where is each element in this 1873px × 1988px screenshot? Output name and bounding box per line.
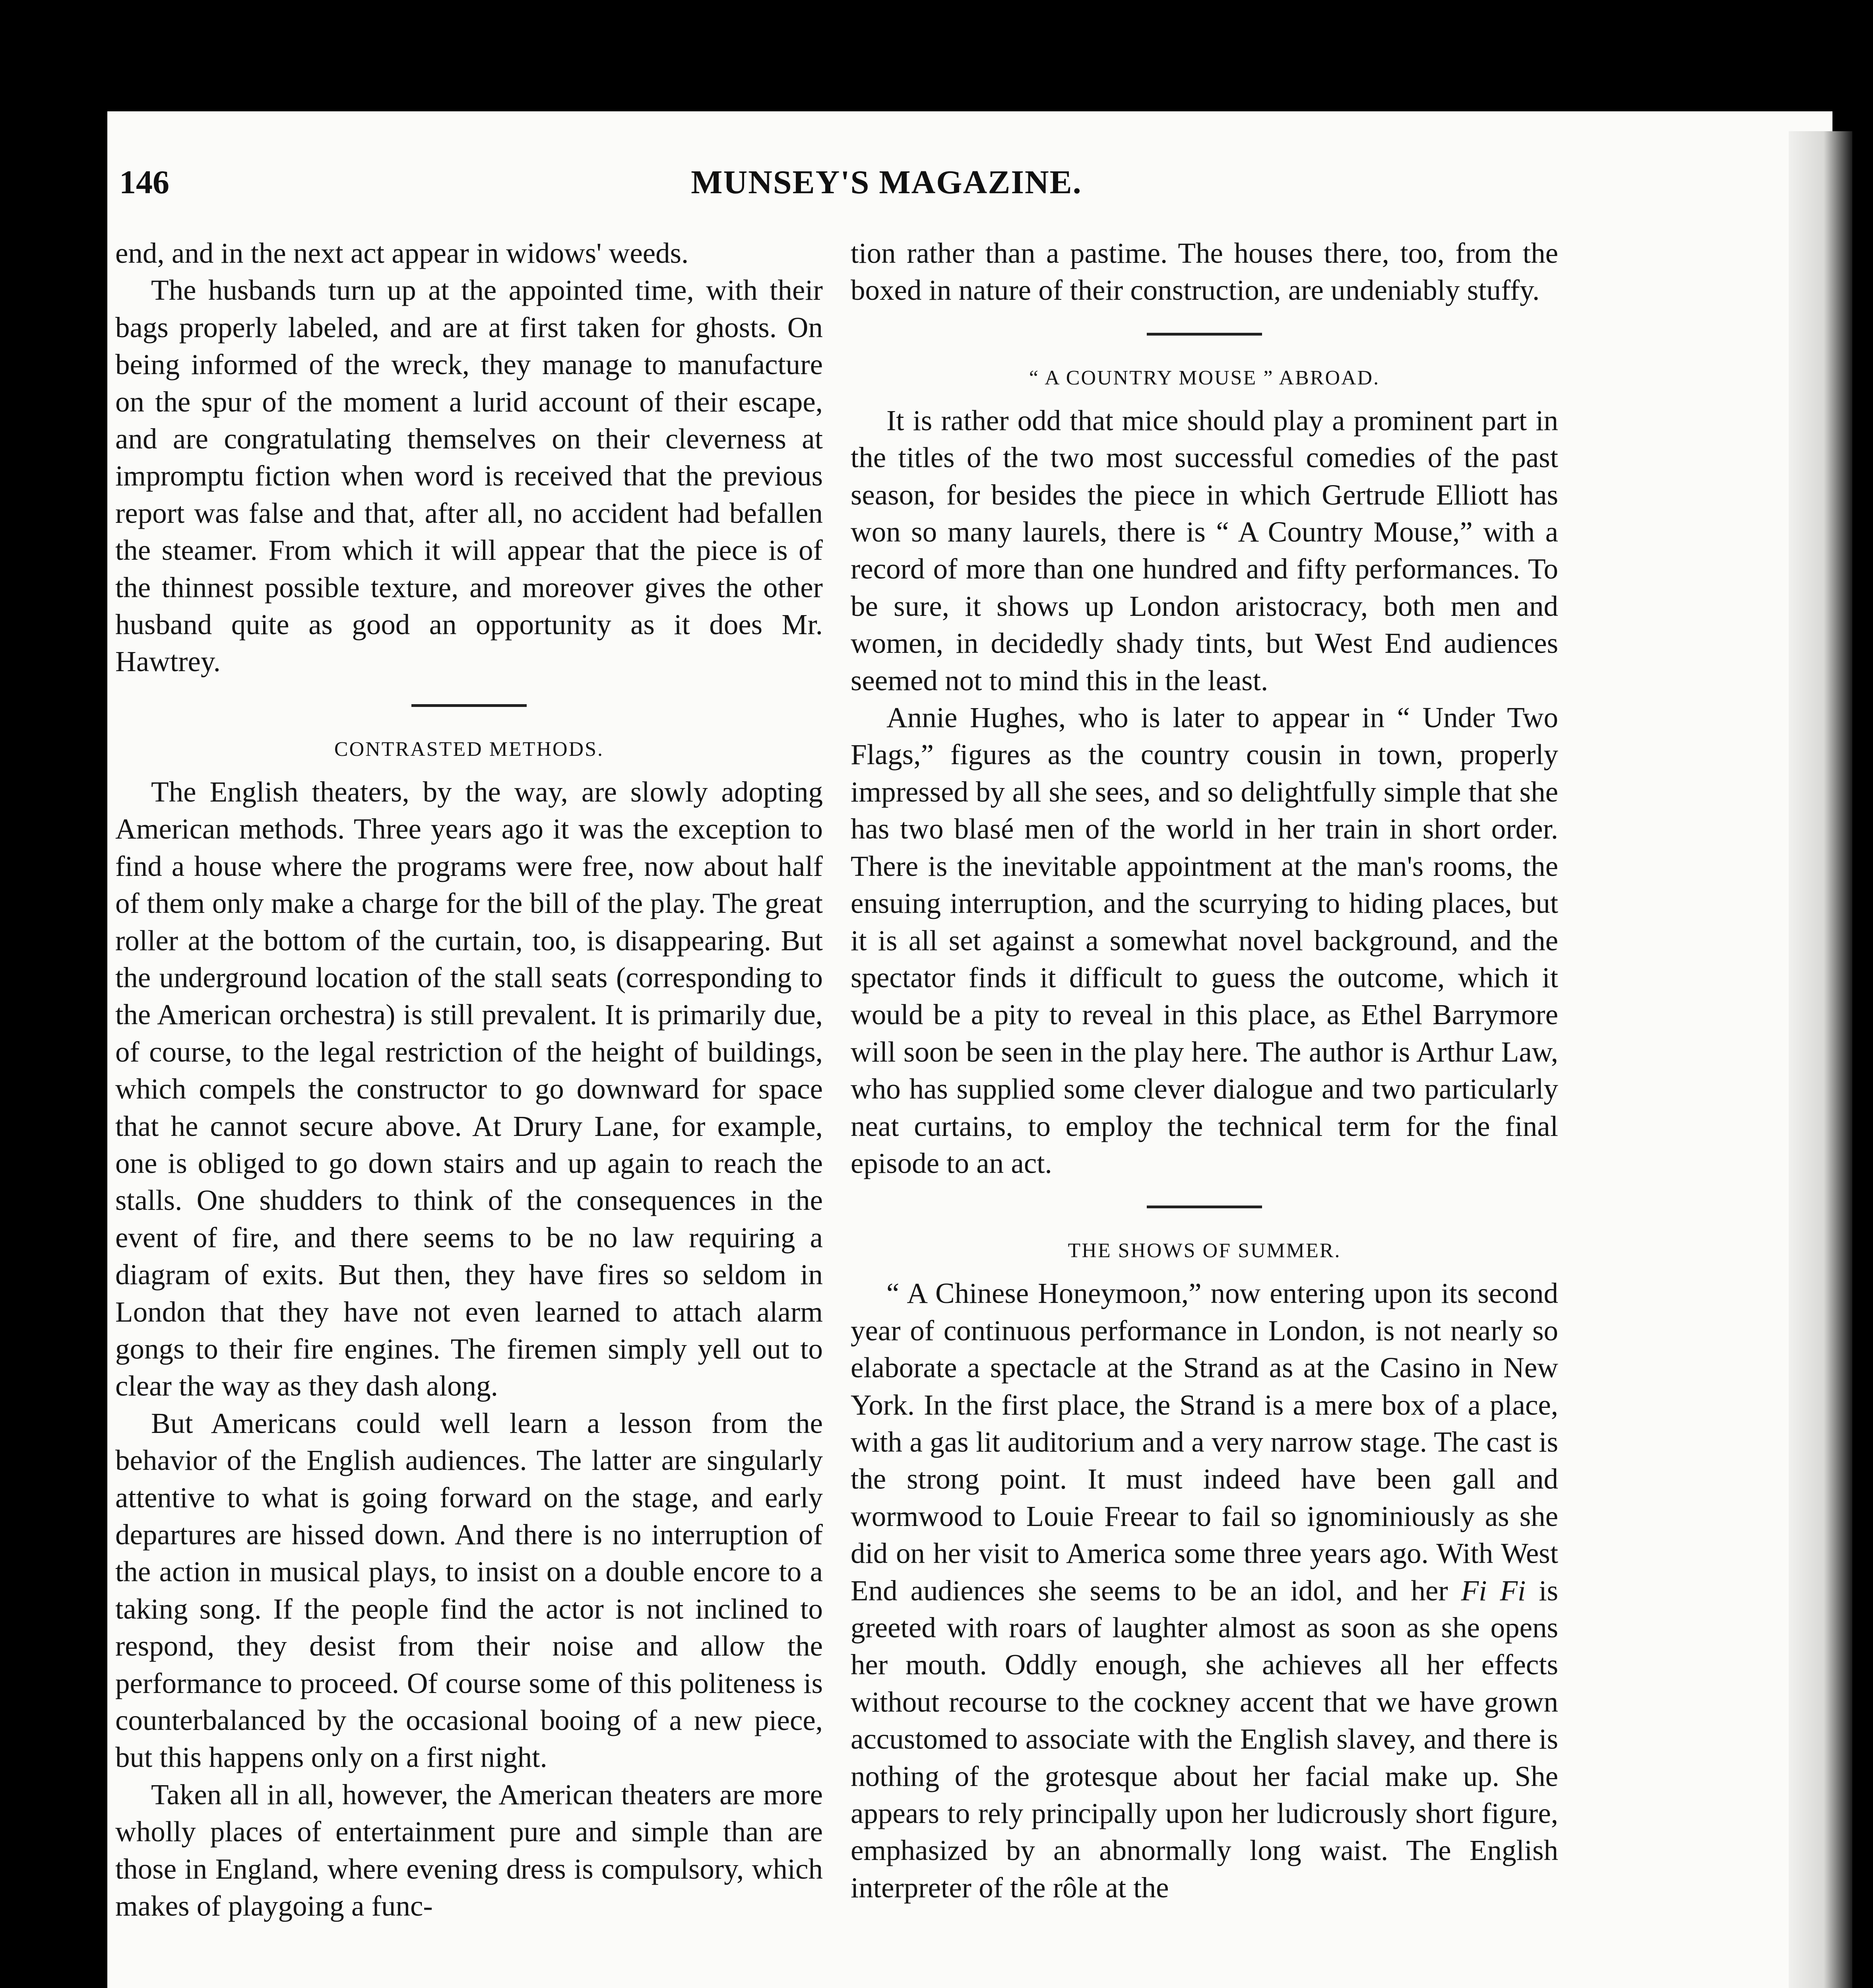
right-column [851,235,1558,1906]
paragraph: Taken all in all, however, the American theaters are more wholly places of entertainment pure and simple than are those in England, where evening dress is compulsory, which makes of playgoing a func- [115,1778,823,1922]
paragraph: The husbands turn up at the appointed time, with their bags properly labeled, and are at first taken for ghosts. On being informed of the wreck, they manage to manufacture on the spur of the moment a lurid account of their escape, and are congratulating themselves on their cleverness at impromptu fiction when word is received that the previous report was false and that, after all, no accident had befallen the steamer. From which it will appear that the piece is of the thinnest possible texture, and moreover gives the other husband quite as good an opportunity as it does Mr. Hawtrey. [115,274,823,678]
section-heading: CONTRASTED METHODS. [334,738,604,761]
section-divider [1147,333,1262,336]
paragraph: It is rather odd that mice should play a prominent part in the titles of the two most successful comedies of the past season, for besides the piece in which Gertrude Elliott has won so many laurels, there is “ A Country Mouse,” with a record of more than one hundred and fifty performances. To be sure, it shows up London aristocracy, both men and women, in decidedly shady tints, but West End audiences seemed not to mind this in the least. [851,404,1558,697]
italic-title: Fi Fi [1461,1574,1526,1607]
section-heading: “ A COUNTRY MOUSE ” ABROAD. [1029,366,1380,389]
page-binding-edge [1789,131,1852,1988]
paragraph: The English theaters, by the way, are slowly adopting American methods. Three years ago it was the exception to find a house where the programs were free, now about half of them only make a charge for the bill of the play. The great roller at the bottom of the curtain, too, is disappearing. But the underground location of the stall seats (corresponding to the American orchestra) is still prevalent. It is primarily due, of course, to the legal restriction of the height of buildings, which compels the constructor to go downward for space that he cannot secure above. At Drury Lane, for example, one is obliged to go down stairs and up again to reach the stalls. One shudders to think of the consequences in the event of fire, and there seems to be no law requiring a diagram of exits. But then, they have fires so seldom in London that they have not even learned to attach alarm gongs to their fire engines. The firemen simply yell out to clear the way as they dash along. [115,775,823,1402]
paragraph-text: is greeted with roars of laughter almost as soon as she opens her mouth. Oddly enough, she achieves all her effects without recourse to the cockney accent that we have grown accustomed to associate with the English slavey, and there is nothing of the grotesque about her facial make up. She appears to rely principally upon her ludicrously short figure, emphasized by an abnormally long waist. The English interpreter of the rôle at the [851,1574,1558,1904]
paragraph-text: “ A Chinese Honeymoon,” now entering upon its second year of continuous performance in London, is not nearly so elaborate a spectacle at the Strand as at the Casino in New York. In the first place, the Strand is a mere box of a place, with a gas lit auditorium and a very narrow stage. The cast is the strong point. It must indeed have been gall and wormwood to Louie Freear to fail so ignominiously as she did on her visit to America some three years ago. With West End audiences she seems to be an idol, and her [851,1277,1558,1607]
paragraph: tion rather than a pastime. The houses there, too, from the boxed in nature of their construction, are undeniably stuffy. [851,237,1558,307]
paragraph: end, and in the next act appear in widows' weeds. [115,237,689,269]
paragraph [851,1275,1558,1906]
left-column [115,235,823,1924]
section-divider [1147,1206,1262,1208]
page-number: 146 [119,164,169,201]
paragraph: Annie Hughes, who is later to appear in “ Under Two Flags,” figures as the country cousin in town, properly impressed by all she sees, and so delightfully simple that she has two blasé men of the world in her train in short order. There is the inevitable appointment at the man's rooms, the ensuing interruption, and the scurrying to hiding places, but it is all set against a somewhat novel background, and the spectator finds it difficult to guess the outcome, which it would be a pity to reveal in this place, as Ethel Barrymore will soon be seen in the play here. The author is Arthur Law, who has supplied some clever dialogue and two particularly neat curtains, to employ the technical term for the final episode to an act. [851,701,1558,1179]
page-header [119,163,1654,211]
section-divider [411,704,527,707]
section-heading: THE SHOWS OF SUMMER. [1068,1239,1341,1262]
paragraph: But Americans could well learn a lesson from the behavior of the English audiences. The latter are singularly attentive to what is going forward on the stage, and early departures are hissed down. And there is no interruption of the action in musical plays, to insist on a double encore to a taking song. If the people find the actor is not inclined to respond, they desist from their noise and allow the performance to proceed. Of course some of this politeness is counterbalanced by the occasional booing of a new piece, but this happens only on a first night. [115,1407,823,1774]
magazine-title: MUNSEY'S MAGAZINE. [691,164,1082,201]
